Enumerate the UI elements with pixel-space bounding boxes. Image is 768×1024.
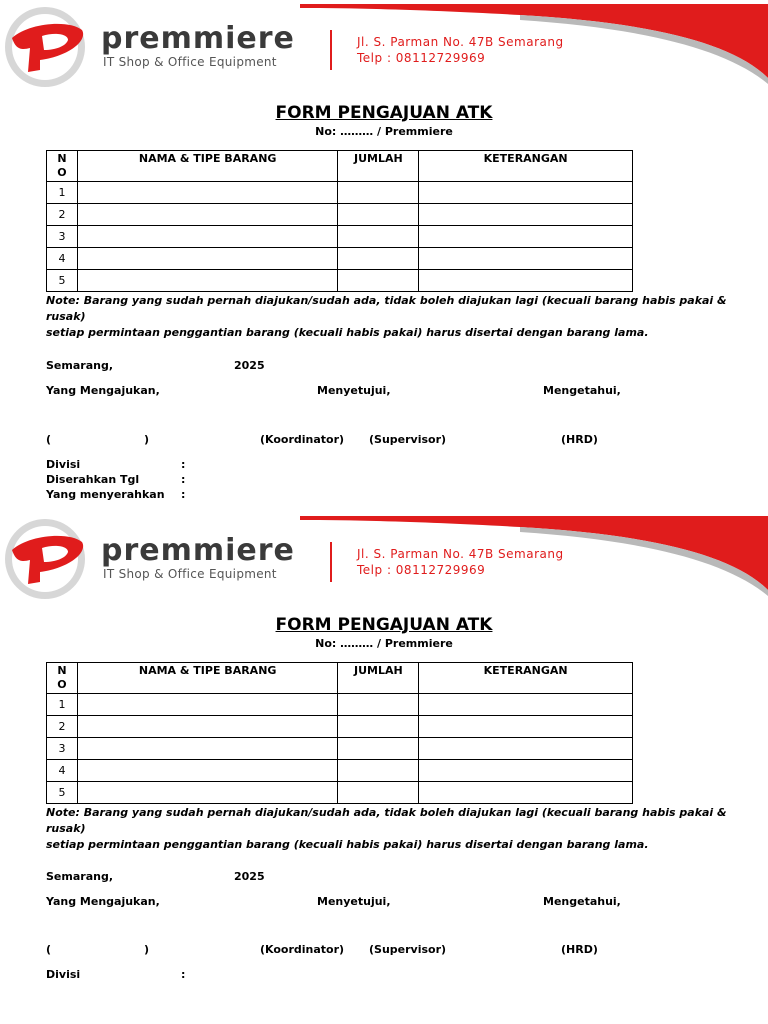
brand-name: premmiere xyxy=(101,533,295,568)
division-colon: : xyxy=(181,968,186,981)
handed-by-label: Yang menyerahkan xyxy=(46,488,165,501)
year-label: 2025 xyxy=(234,870,265,883)
table-header-row xyxy=(47,151,633,182)
hrd-label: (HRD) xyxy=(561,943,598,956)
logo-icon xyxy=(5,519,85,599)
approver-label: Menyetujui, xyxy=(317,384,391,397)
city-label: Semarang, xyxy=(46,870,113,883)
column-header-qty: JUMLAH xyxy=(338,151,419,182)
item-table xyxy=(46,150,633,292)
hrd-label: (HRD) xyxy=(561,433,598,446)
table-row: 3 xyxy=(47,226,633,248)
company-address: Jl. S. Parman No. 47B Semarang xyxy=(357,547,564,561)
city-label: Semarang, xyxy=(46,359,113,372)
table-row: 5 xyxy=(47,270,633,292)
acknowledger-label: Mengetahui, xyxy=(543,895,621,908)
company-phone: Telp : 08112729969 xyxy=(357,51,486,65)
note-line-2: setiap permintaan penggantian barang (kecuali habis pakai) harus disertai dengan barang lama. xyxy=(46,326,649,339)
company-phone: Telp : 08112729969 xyxy=(357,563,486,577)
signature-close-paren: ) xyxy=(144,433,150,446)
signature-close-paren: ) xyxy=(144,943,150,956)
table-row: 5 xyxy=(47,782,633,804)
column-header-no: N O xyxy=(47,151,78,182)
column-header-item: NAMA & TIPE BARANG xyxy=(77,663,337,694)
table-row: 2 xyxy=(47,716,633,738)
form-note xyxy=(46,293,746,341)
applicant-label: Yang Mengajukan, xyxy=(46,895,160,908)
table-row: 3 xyxy=(47,738,633,760)
logo-icon xyxy=(5,7,85,87)
column-header-note: KETERANGAN xyxy=(419,663,633,694)
column-header-note: KETERANGAN xyxy=(419,151,633,182)
item-table xyxy=(46,662,633,804)
supervisor-label: (Supervisor) xyxy=(369,433,447,446)
form-title: FORM PENGAJUAN ATK xyxy=(275,103,493,123)
division-label: Divisi xyxy=(46,968,81,981)
form-copy-2 xyxy=(0,512,768,1024)
table-row: 1 xyxy=(47,182,633,204)
handover-date-label: Diserahkan Tgl xyxy=(46,473,140,486)
table-row: 1 xyxy=(47,694,633,716)
letterhead xyxy=(0,512,768,612)
handover-date-colon: : xyxy=(181,473,186,486)
year-label: 2025 xyxy=(234,359,265,372)
note-line-1: Note: Barang yang sudah pernah diajukan/sudah ada, tidak boleh diajukan lagi (kecuali barang habis pakai & rusak) xyxy=(46,806,727,835)
brand-name: premmiere xyxy=(101,21,295,56)
form-number: No: ……… / Premmiere xyxy=(315,125,453,138)
brand-tagline: IT Shop & Office Equipment xyxy=(103,567,277,581)
column-header-no: N O xyxy=(47,663,78,694)
brand-tagline: IT Shop & Office Equipment xyxy=(103,55,277,69)
coordinator-label: (Koordinator) xyxy=(260,433,345,446)
division-colon: : xyxy=(181,458,186,471)
column-header-item: NAMA & TIPE BARANG xyxy=(77,151,337,182)
table-row: 4 xyxy=(47,248,633,270)
table-header-row xyxy=(47,663,633,694)
division-label: Divisi xyxy=(46,458,81,471)
signature-open-paren: ( xyxy=(46,943,52,956)
table-row: 2 xyxy=(47,204,633,226)
letterhead xyxy=(0,0,768,100)
coordinator-label: (Koordinator) xyxy=(260,943,345,956)
note-line-2: setiap permintaan penggantian barang (kecuali habis pakai) harus disertai dengan barang lama. xyxy=(46,838,649,851)
handed-by-colon: : xyxy=(181,488,186,501)
approver-label: Menyetujui, xyxy=(317,895,391,908)
company-address: Jl. S. Parman No. 47B Semarang xyxy=(357,35,564,49)
signature-open-paren: ( xyxy=(46,433,52,446)
acknowledger-label: Mengetahui, xyxy=(543,384,621,397)
form-note xyxy=(46,805,746,853)
applicant-label: Yang Mengajukan, xyxy=(46,384,160,397)
supervisor-label: (Supervisor) xyxy=(369,943,447,956)
form-number: No: ……… / Premmiere xyxy=(315,637,453,650)
note-line-1: Note: Barang yang sudah pernah diajukan/sudah ada, tidak boleh diajukan lagi (kecuali barang habis pakai & rusak) xyxy=(46,294,727,323)
header-divider xyxy=(330,542,332,582)
column-header-qty: JUMLAH xyxy=(338,663,419,694)
form-title: FORM PENGAJUAN ATK xyxy=(275,615,493,635)
table-row: 4 xyxy=(47,760,633,782)
header-divider xyxy=(330,30,332,70)
